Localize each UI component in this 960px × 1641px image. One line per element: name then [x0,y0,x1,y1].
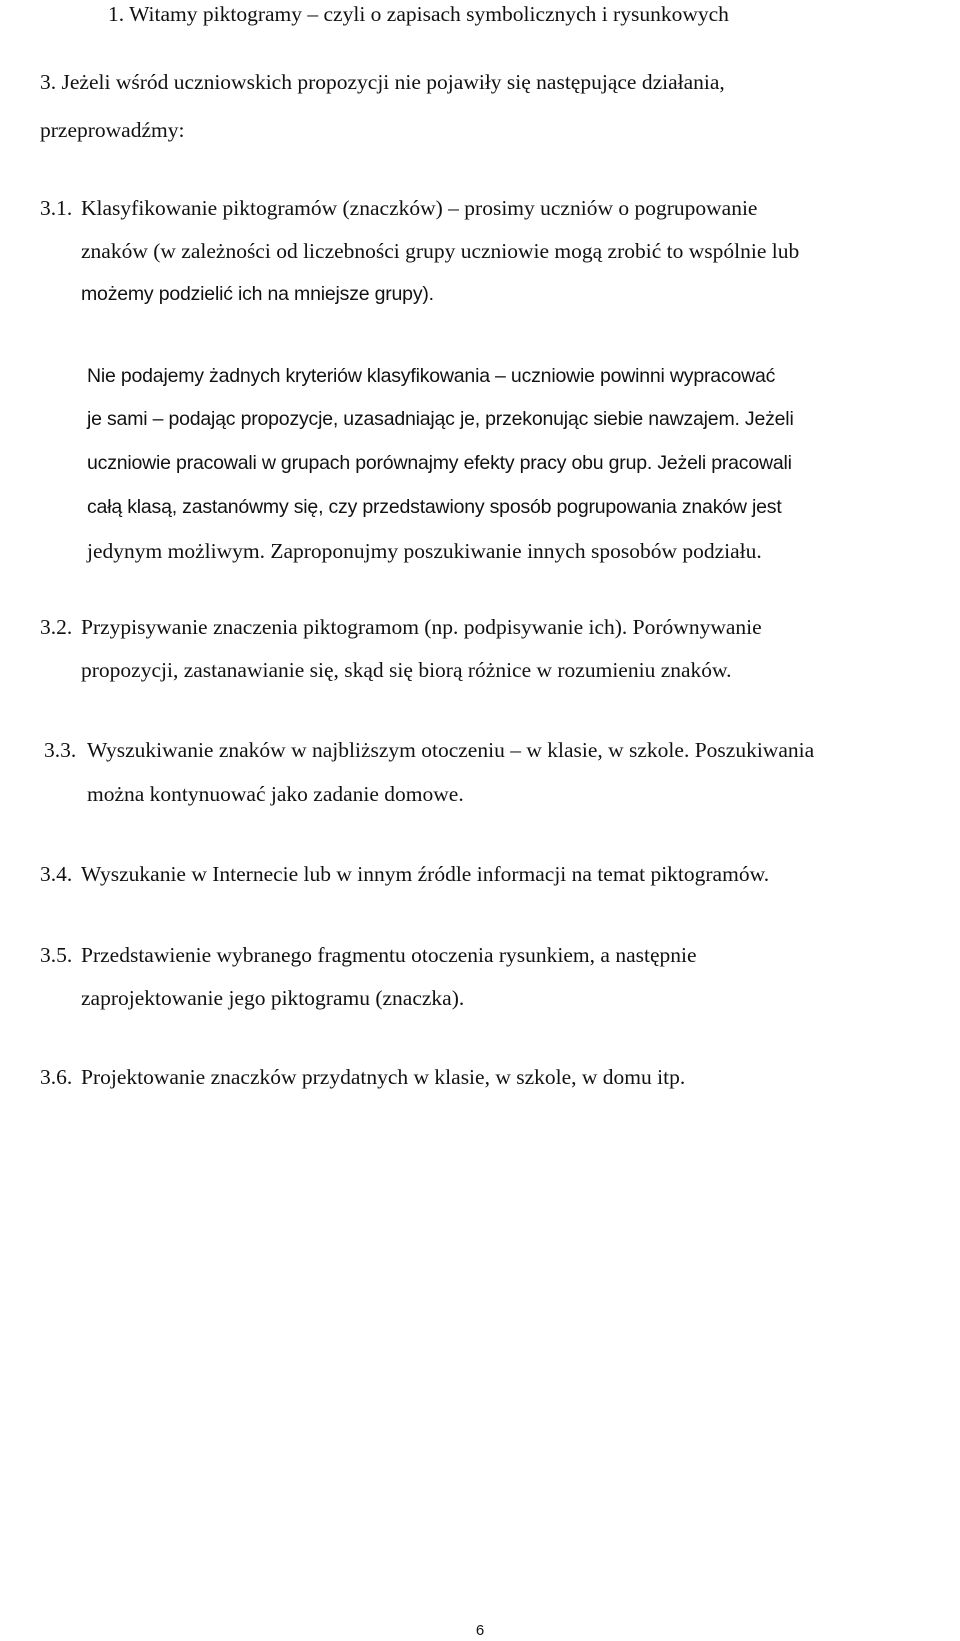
item-3-2-line2: propozycji, zastanawianie się, skąd się biorą różnice w rozumieniu znaków. [81,658,732,682]
note-line2: je sami – podając propozycje, uzasadniając je, przekonując siebie nawzajem. Jeżeli [87,408,794,430]
item-3-5-line1: Przedstawienie wybranego fragmentu otoczenia rysunkiem, a następnie [81,943,697,967]
note-line3: uczniowie pracowali w grupach porównajmy efekty pracy obu grup. Jeżeli pracowali [87,452,792,474]
note-line5: jedynym możliwym. Zaproponujmy poszukiwanie innych sposobów podziału. [87,539,762,563]
item-3-3-line1: Wyszukiwanie znaków w najbliższym otoczeniu – w klasie, w szkole. Poszukiwania [87,738,815,762]
item-3-1-number: 3.1. [40,196,73,220]
note-line4: całą klasą, zastanówmy się, czy przedstawiony sposób pogrupowania znaków jest [87,496,782,518]
section-3-intro-line1: 3. Jeżeli wśród uczniowskich propozycji nie pojawiły się następujące działania, [40,70,725,94]
item-3-5-line2: zaprojektowanie jego piktogramu (znaczka). [81,986,465,1010]
item-3-5-number: 3.5. [40,943,73,967]
item-3-3-line2: można kontynuować jako zadanie domowe. [87,782,464,806]
item-3-1-line2: znaków (w zależności od liczebności grupy uczniowie mogą zrobić to wspólnie lub [81,239,800,263]
page-number: 6 [475,1622,485,1639]
item-3-1-line1: Klasyfikowanie piktogramów (znaczków) – prosimy uczniów o pogrupowanie [81,196,758,220]
item-3-4-number: 3.4. [40,862,73,886]
page-header: 1. Witamy piktogramy – czyli o zapisach symbolicznych i rysunkowych [108,2,729,26]
item-3-1-line3: możemy podzielić ich na mniejsze grupy). [81,283,434,305]
item-3-2-number: 3.2. [40,615,73,639]
item-3-6-line1: Projektowanie znaczków przydatnych w klasie, w szkole, w domu itp. [81,1065,686,1089]
note-line1: Nie podajemy żadnych kryteriów klasyfikowania – uczniowie powinni wypracować [87,365,776,387]
section-3-intro-line2: przeprowadźmy: [40,118,185,142]
item-3-2-line1: Przypisywanie znaczenia piktogramom (np. podpisywanie ich). Porównywanie [81,615,762,639]
item-3-6-number: 3.6. [40,1065,73,1089]
item-3-4-line1: Wyszukanie w Internecie lub w innym źródle informacji na temat piktogramów. [81,862,770,886]
item-3-3-number: 3.3. [44,738,77,762]
